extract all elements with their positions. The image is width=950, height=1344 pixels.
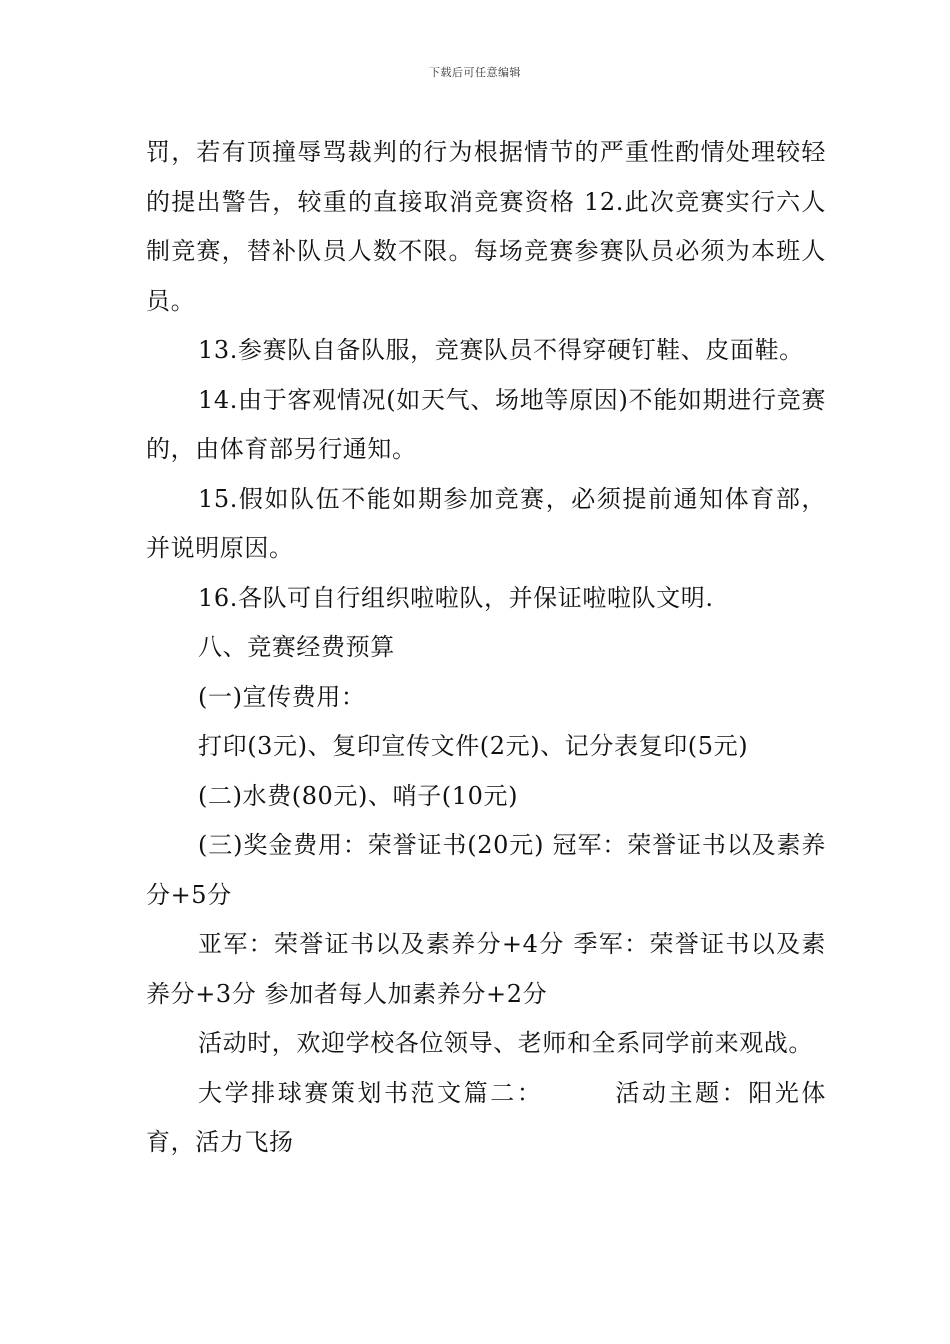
budget-item-publicity-heading: (一)宣传费用： [198,682,366,711]
paragraph-rule-16: 16.各队可自行组织啦啦队，并保证啦啦队文明. [198,583,714,612]
paragraph-rules-continued: 罚，若有顶撞辱骂裁判的行为根据情节的严重性酌情处理较轻的提出警告，较重的直接取消竞赛资格 12.此次竞赛实行六人制竞赛，替补队员人数不限。每场竞赛参赛队员必须为本班人员。 [146,138,826,315]
paragraph-welcome: 活动时，欢迎学校各位领导、老师和全系同学前来观战。 [198,1029,813,1057]
document-body [146,128,826,1168]
paragraph-rule-13: 13.参赛队自备队服，竞赛队员不得穿硬钉鞋、皮面鞋。 [198,336,804,364]
paragraph-rule-14: 14.由于客观情况(如天气、场地等原因)不能如期进行竞赛的，由体育部另行通知。 [146,385,826,463]
page-header: 下载后可任意编辑 [429,66,521,79]
budget-item-runner-up: 亚军：荣誉证书以及素养分+4分 季军：荣誉证书以及素养分+3分 参加者每人加素养分+2分 [146,930,826,1008]
paragraph-rule-15: 15.假如队伍不能如期参加竞赛，必须提前通知体育部，并说明原因。 [146,484,826,562]
second-plan-theme: 活动主题：阳光体育，活力飞扬 [146,1078,826,1156]
budget-item-water: (二)水费(80元)、哨子(10元) [198,781,519,810]
budget-item-prizes: (三)奖金费用：荣誉证书(20元) 冠军：荣誉证书以及素养分+5分 [146,831,826,909]
budget-item-printing: 打印(3元)、复印宣传文件(2元)、记分表复印(5元) [198,732,749,760]
paragraph-second-plan [146,1069,826,1168]
section-heading-budget: 八、竞赛经费预算 [198,633,395,661]
second-plan-title: 大学排球赛策划书范文篇二： [198,1078,544,1107]
